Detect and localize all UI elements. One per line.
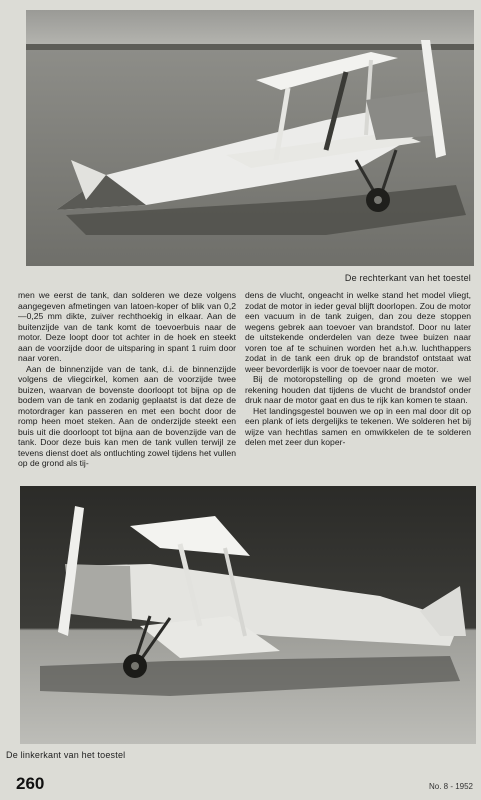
photo-left-side: [20, 486, 476, 744]
page-number: 260: [16, 774, 45, 793]
photo-caption-right-side: De rechterkant van het toestel: [344, 273, 471, 283]
photo-caption-left-side: De linkerkant van het toestel: [6, 750, 126, 760]
article-column-left: [18, 290, 236, 469]
paragraph: Het landingsgestel bouwen we op in een mal door dit op een plank of iets dergelijks te tekenen. We solderen het bij wijze van hechtlas samen en omwikkelen de te solderen delen met zeer dun koper-: [245, 405, 471, 447]
paragraph: dens de vlucht, ongeacht in welke stand het model vliegt, zodat de motor in ieder geval blijft doorlopen. Zou de motor een vacuum in de tank zuigen, dan zou deze stoppen wegens gebrek aan toevoer van brandstof. Door nu later de uitstekende onderdelen van deze twee buizen naar voren toe af te schuinen worden het a.h.w. luchthappers zodat in de tank een druk op de brandstof ontstaat wat weer bevorderlijk is voor de toevoer naar de motor.: [245, 290, 471, 374]
article-column-right: [245, 290, 471, 448]
biplane-photo-right: [26, 10, 474, 266]
issue-number: No. 8 - 1952: [428, 782, 473, 791]
photo-right-side: [26, 10, 474, 266]
paragraph: Bij de motoropstelling op de grond moeten we wel rekening houden dat tijdens de vlucht de brandstof onder druk naar de motor gaat en dus te rijk kan komen te staan.: [245, 374, 471, 405]
paragraph: Aan de binnenzijde van de tank, d.i. de binnenzijde volgens de vliegcirkel, komen aan de voorzijde twee buizen, waarvan de bovenste doorloopt tot bijna op de bodem van de tank en zodanig geplaatst is dat deze de motordrager kan passeren en met een bocht door de romp heen moet steken. Aan de onderzijde steekt een buis uit die doorloopt tot bijna aan de bovenzijde van de tank. Door deze buis kan men de tank vullen terwijl ze tevens dienst doet als ontluchting zowel tijdens het vullen op de grond als tij-: [18, 363, 236, 468]
paragraph: men we eerst de tank, dan solderen we deze volgens aangegeven afmetingen van latoen-koper of blik van 0,2—0,25 mm dikte, zuiver rechthoekig in elkaar. Aan de buitenzijde van de tank komt de toevoerbuis naar de motor. Deze loopt door tot achter in de hoek en steekt aan de voorzijde door de uitsparing in spant 1 ruim door naar voren.: [18, 290, 236, 363]
biplane-photo-left: [20, 486, 476, 744]
